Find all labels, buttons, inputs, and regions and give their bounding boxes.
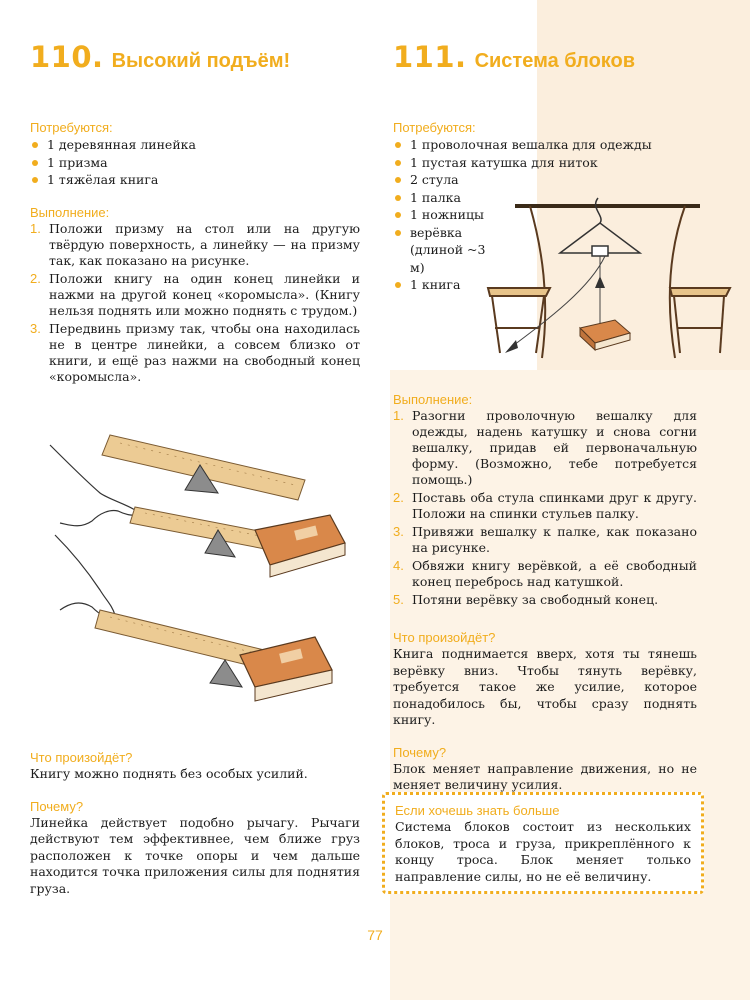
list-item: 1 палка (393, 189, 705, 207)
bullet-icon (32, 160, 38, 166)
prism-bottom (210, 660, 242, 687)
list-item: 2 стула (393, 171, 705, 189)
list-item: 1 проволочная вешалка для одежды (393, 136, 705, 154)
bullet-icon (395, 142, 401, 148)
step-item: 3. Передвинь призму так, чтобы она находилась не в центре линейки, а совсем близко от книги, и ещё раз нажми на свободный конец «коромысла». (30, 320, 360, 384)
why-text: Блок меняет направление движения, но не меняет величину усилия. (393, 760, 697, 792)
hand-icon (55, 535, 115, 617)
steps-list (393, 408, 697, 608)
bullet-icon (32, 142, 38, 148)
step-item: 4. Обвяжи книгу верёвкой, а её свободный конец перебрось над катушкой. (393, 558, 697, 589)
arrow-up-icon (595, 276, 605, 288)
what-heading: Что произойдёт? (393, 630, 496, 645)
why-text: Линейка действует подобно рычагу. Рычаги действуют тем эффективнее, чем ближе груз расположен к точке опоры и чем дальше находится точка приложения силы для поднятия груза. (30, 814, 360, 896)
steps-heading: Выполнение: (30, 204, 110, 220)
experiment-111-steps (393, 392, 697, 794)
what-heading: Что произойдёт? (30, 750, 133, 765)
required-list (30, 136, 360, 189)
lever-illustration (40, 425, 370, 725)
more-info-heading: Если хочешь знать больше (395, 803, 560, 818)
more-info-box (382, 792, 704, 894)
list-item: 1 пустая катушка для ниток (393, 154, 705, 172)
step-item: 2. Положи книгу на один конец линейки и нажми на другой конец «коромысла». (Книгу нельзя поднять или можно поднять с трудом.) (30, 270, 360, 318)
bullet-icon (395, 230, 401, 236)
experiment-name: Система блоков (474, 50, 636, 72)
bullet-icon (395, 212, 401, 218)
arrow-icon (505, 340, 518, 353)
list-item: 1 тяжёлая книга (30, 171, 360, 189)
step-item: 3. Привяжи вешалку к палке, как показано на рисунке. (393, 524, 697, 555)
experiment-110-title (30, 40, 360, 84)
bullet-icon (395, 177, 401, 183)
bullet-icon (395, 160, 401, 166)
step-item: 5. Потяни верёвку за свободный конец. (393, 592, 659, 607)
why-heading: Почему? (30, 798, 84, 814)
required-heading: Потребуются: (30, 120, 113, 135)
more-info-text: Система блоков состоит из нескольких блоков, троса и груза, прикреплённого к концу троса. Блок меняет только направление силы, но не её величину. (395, 819, 691, 884)
steps-list (30, 221, 360, 385)
experiment-name: Высокий подъём! (111, 50, 291, 72)
book-bottom (240, 637, 332, 701)
list-item: 1 призма (30, 154, 360, 172)
experiment-110 (30, 40, 360, 387)
bullet-icon (395, 282, 401, 288)
experiment-111-title (393, 40, 705, 84)
bullet-icon (395, 195, 401, 201)
bullet-icon (32, 177, 38, 183)
experiment-110-result (30, 750, 360, 897)
what-text: Книгу можно поднять без особых усилий. (30, 766, 308, 781)
step-item: 2. Поставь оба стула спинками друг к другу. Положи на спинки стульев палку. (393, 490, 697, 521)
steps-heading: Выполнение: (393, 392, 473, 407)
book-middle (255, 515, 345, 577)
list-item: 1 книга (393, 276, 705, 294)
pulley-illustration (480, 188, 735, 368)
what-text: Книга поднимается вверх, хотя ты тянешь верёвку вниз. Чтобы тянуть верёвку, требуется такое же усилие, которое понадобилось бы, чтобы сразу поднять книгу. (393, 646, 697, 727)
experiment-number: 111. (393, 40, 467, 74)
list-item: 1 деревянная линейка (30, 136, 360, 154)
required-heading: Потребуются: (393, 120, 476, 135)
page-number: 77 (367, 927, 383, 943)
chair-right (670, 206, 730, 358)
experiment-number: 110. (30, 40, 104, 74)
chair-left (488, 206, 550, 358)
why-heading: Почему? (393, 744, 447, 760)
list-item: верёвка (длиной ~3 м) (393, 224, 492, 277)
pulley-book (580, 320, 630, 350)
step-item: 1. Разогни проволочную вешалку для одежды, надень катушку и снова согни вешалку, придав ей первоначальную форму. (Возможно, тебе потребуется помощь.) (393, 408, 697, 487)
step-item: 1. Положи призму на стол или на другую твёрдую поверхность, а линейку — на призму так, как показано на рисунке. (30, 220, 360, 268)
list-item: 1 ножницы (393, 206, 705, 224)
